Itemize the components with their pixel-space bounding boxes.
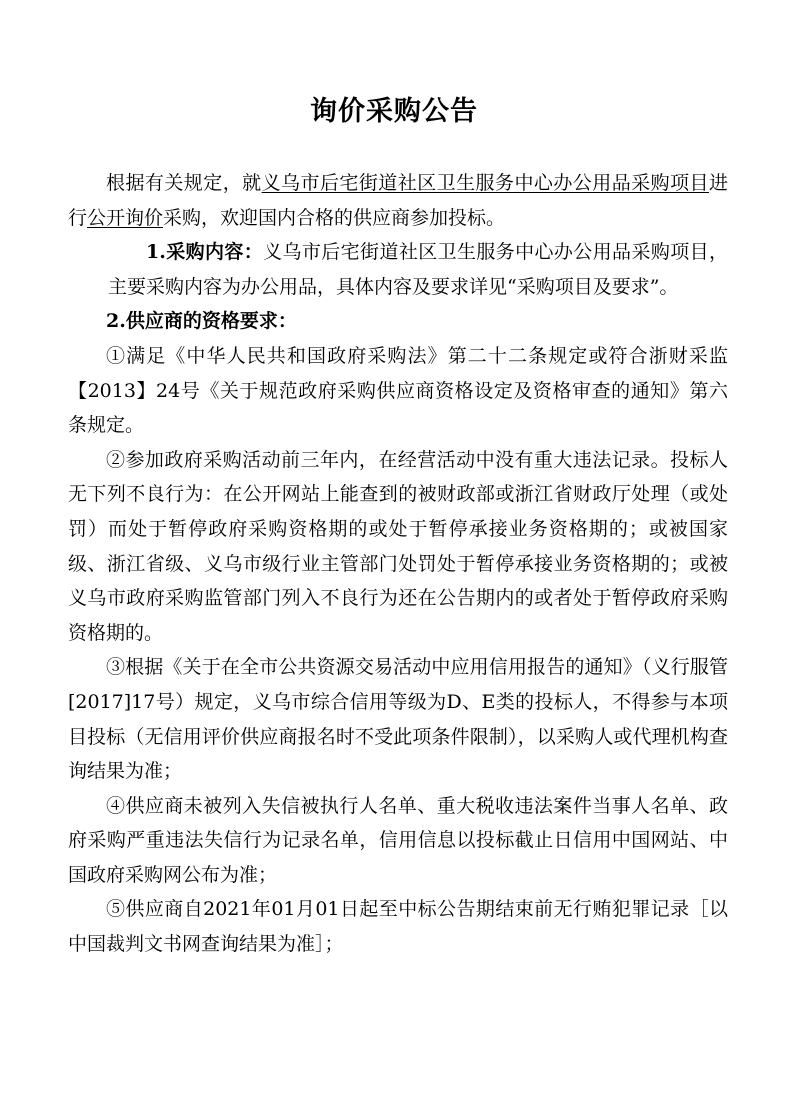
intro-prefix: 根据有关规定，就 [106,172,262,194]
section-1-heading: 1.采购内容： [146,241,264,264]
procurement-method: 公开询价 [87,206,164,229]
section-1-paragraph [68,235,728,304]
project-name: 义乌市后宅街道社区卫生服务中心办公用品采购项目 [261,172,709,194]
requirement-item: ①满足《中华人民共和国政府采购法》第二十二条规定或符合浙财采监【2013】24号《关于规范政府采购供应商资格设定及资格审查的通知》第六条规定。 [68,344,728,437]
section-2-paragraph [68,304,728,339]
intro-suffix: 采购，欢迎国内合格的供应商参加投标。 [163,206,506,229]
section-2-heading: 2.供应商的资格要求： [106,310,297,333]
announcement-body [68,166,728,962]
intro-middle: 进行 [68,172,728,229]
requirement-item: ③根据《关于在全市公共资源交易活动中应用信用报告的通知》（义行服管[2017]17号）规定，义乌市综合信用等级为D、E类的投标人，不得参与本项目投标（无信用评价供应商报名时不受此项条件限制），以采购人或代理机构查询结果为准； [68,656,728,783]
requirement-item: ④供应商未被列入失信被执行人名单、重大税收违法案件当事人名单、政府采购严重违法失信行为记录名单，信用信息以投标截止日信用中国网站、中国政府采购网公布为准； [68,794,728,886]
page-title: 询价采购公告 [310,96,478,127]
requirement-item: ②参加政府采购活动前三年内，在经营活动中没有重大违法记录。投标人无下列不良行为：在公开网站上能查到的被财政部或浙江省财政厅处理（或处罚）而处于暂停政府采购资格期的或处于暂停承接业务资格期的；或被国家级、浙江省级、义乌市级行业主管部门处罚处于暂停承接业务资格期的；或被义乌市政府采购监管部门列入不良行为还在公告期内的或者处于暂停政府采购资格期的。 [68,448,728,644]
intro-paragraph [68,166,728,235]
requirement-item: ⑤供应商自2021年01月01日起至中标公告期结束前无行贿犯罪记录［以中国裁判文书网查询结果为准］； [68,898,728,956]
section-1-text: 义乌市后宅街道社区卫生服务中心办公用品采购项目，主要采购内容为办公用品，具体内容及要求详见“采购项目及要求”。 [108,241,728,298]
